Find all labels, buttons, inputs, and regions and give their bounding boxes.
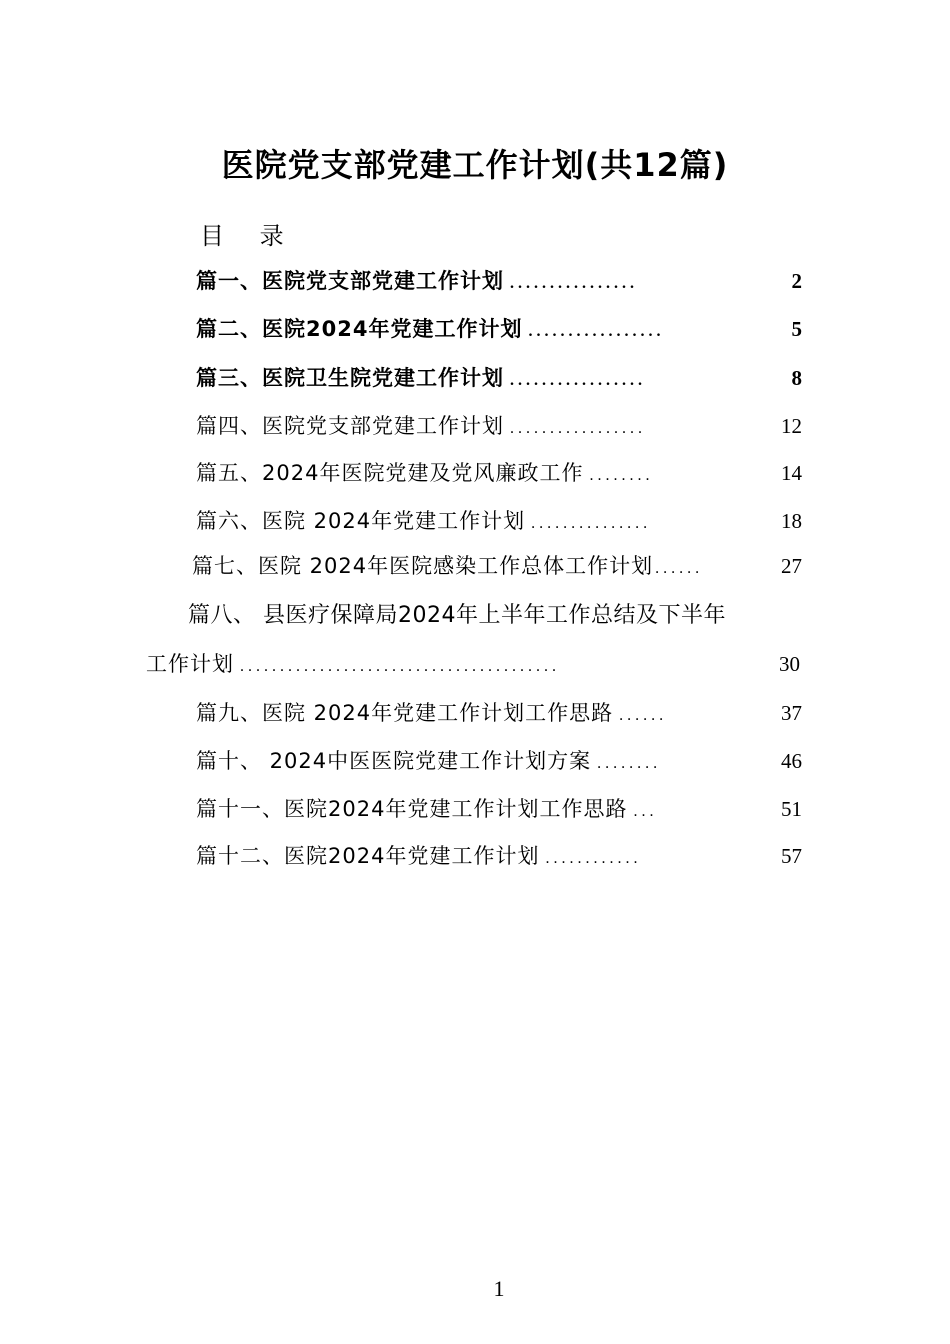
toc-entry-label: 篇七、医院 2024年医院感染工作总体工作计划 <box>192 554 654 578</box>
toc-leader-dots: ................. <box>528 323 665 340</box>
toc-entry-label: 篇六、医院 2024年党建工作计划 <box>196 509 526 533</box>
toc-entry[interactable] <box>192 550 802 580</box>
toc-entry-label: 篇三、医院卫生院党建工作计划 <box>196 366 504 390</box>
toc-leader-dots: ................ <box>510 275 638 292</box>
toc-entry-label: 篇五、2024年医院党建及党风廉政工作 <box>196 461 584 485</box>
toc-entry-label: 篇十、 2024中医医院党建工作计划方案 <box>196 749 592 773</box>
toc-entry-page: 30 <box>779 652 800 676</box>
toc-entry[interactable] <box>196 362 802 392</box>
toc-entry-continuation[interactable] <box>146 648 800 678</box>
toc-leader-dots: ................. <box>510 372 646 389</box>
toc-entry[interactable] <box>196 313 802 343</box>
toc-entry[interactable] <box>196 457 802 487</box>
toc-leader-dots: ............ <box>545 850 642 867</box>
toc-leader-dots: ...... <box>619 707 668 724</box>
toc-entry-page: 14 <box>781 461 802 485</box>
toc-leader-dots: ............... <box>531 515 652 532</box>
toc-leader-dots: ................. <box>510 420 646 437</box>
toc-entry-page: 27 <box>781 554 802 578</box>
toc-entry-page: 5 <box>791 317 802 341</box>
toc-entry-page: 46 <box>781 749 802 773</box>
toc-entry-page: 2 <box>791 269 802 293</box>
toc-entry[interactable] <box>196 505 802 535</box>
toc-heading: 目 录 <box>200 222 298 250</box>
toc-entry[interactable] <box>196 265 802 295</box>
toc-entry[interactable] <box>196 793 802 823</box>
toc-entry[interactable] <box>196 410 802 440</box>
page-number: 1 <box>493 1276 505 1301</box>
toc-entry-label: 篇二、医院2024年党建工作计划 <box>196 317 523 341</box>
toc-entry-page: 57 <box>781 844 802 868</box>
toc-entry-page: 12 <box>781 414 802 438</box>
toc-entry[interactable] <box>196 697 802 727</box>
toc-entry-label: 篇一、医院党支部党建工作计划 <box>196 269 504 293</box>
toc-entry-label: 篇九、医院 2024年党建工作计划工作思路 <box>196 701 614 725</box>
toc-entry[interactable] <box>196 745 802 775</box>
toc-entry-label: 篇四、医院党支部党建工作计划 <box>196 414 504 438</box>
toc-entry-page: 51 <box>781 797 802 821</box>
toc-entry-label: 篇十一、医院2024年党建工作计划工作思路 <box>196 797 628 821</box>
toc-entry-continuation-label: 工作计划 <box>146 652 234 676</box>
toc-entry-page: 8 <box>791 366 802 390</box>
toc-entry-page: 37 <box>781 701 802 725</box>
toc-leader-dots: ... <box>633 803 658 820</box>
toc-leader-dots: ........ <box>589 467 654 484</box>
toc-leader-dots: ........................................ <box>240 658 560 675</box>
document-title: 医院党支部党建工作计划(共12篇) <box>221 146 729 184</box>
toc-entry-label: 篇十二、医院2024年党建工作计划 <box>196 844 540 868</box>
toc-entry-page: 18 <box>781 509 802 533</box>
toc-entry[interactable] <box>196 840 802 870</box>
toc-entry-wrapped-label[interactable]: 篇八、 县医疗保障局2024年上半年工作总结及下半年 <box>188 603 726 628</box>
toc-leader-dots: ........ <box>597 755 662 772</box>
toc-leader-dots: ...... <box>655 560 704 577</box>
